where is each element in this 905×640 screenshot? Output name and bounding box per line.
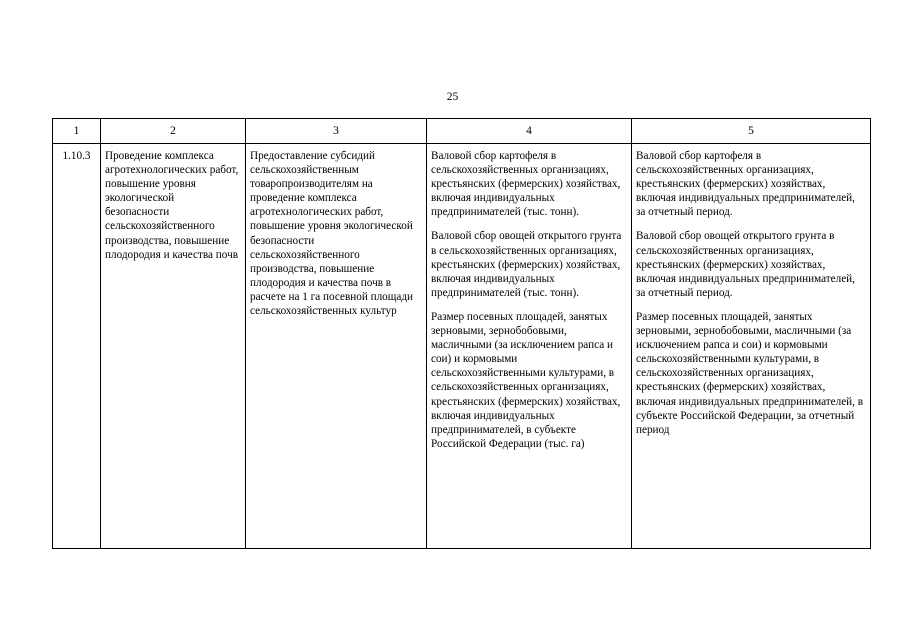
- description-sown-area: Размер посевных площадей, занятых зерновыми, зернобобовыми, масличными (за исключением рапса и сои) и кормовыми сельскохозяйственными культурами, в сельскохозяйственных организациях, крестьянских (фермерских) хозяйствах, включая индивидуальных предпринимателей, в субъекте Российской Федерации, за отчетный период: [636, 310, 864, 436]
- column-header-2: 2: [101, 119, 246, 144]
- column-header-3: 3: [246, 119, 427, 144]
- page-number: 25: [446, 91, 459, 103]
- description-vegetables: Валовой сбор овощей открытого грунта в сельскохозяйственных организациях, крестьянских (фермерских) хозяйствах, включая индивидуальных предпринимателей, за отчетный период.: [636, 230, 855, 299]
- subsidy-description-cell: Предоставление субсидий сельскохозяйственным товаропроизводителям на проведение комплекса агротехнологических работ, повышение уровня экологической безопасности сельскохозяйственного производства, повышение плодородия и качества почв в расчете на 1 га посевной площади сельскохозяйственных культур: [246, 144, 427, 549]
- indicator-potato: Валовой сбор картофеля в сельскохозяйственных организациях, крестьянских (фермерских) хозяйствах, включая индивидуальных предпринимателей (тыс. тонн).: [431, 150, 621, 219]
- indicator-vegetables: Валовой сбор овощей открытого грунта в сельскохозяйственных организациях, крестьянских (фермерских) хозяйствах, включая индивидуальных предпринимателей (тыс. тонн).: [431, 230, 622, 299]
- column-header-1: 1: [53, 119, 101, 144]
- indicator-table: [52, 118, 871, 549]
- indicator-sown-area: Размер посевных площадей, занятых зерновыми, зернобобовыми, масличными (за исключением рапса и сои) и кормовыми сельскохозяйственными культурами, в сельскохозяйственных организациях, крестьянских (фермерских) хозяйствах, включая индивидуальных предпринимателей, в субъекте Российской Федерации (тыс. га): [431, 310, 621, 450]
- table-row: [53, 144, 871, 549]
- row-number-cell: 1.10.3: [53, 144, 101, 549]
- indicators-cell: [427, 144, 632, 549]
- event-name-cell: Проведение комплекса агротехнологических работ, повышение уровня экологической безопасности сельскохозяйственного производства, повышение плодородия и качества почв: [101, 144, 246, 549]
- descriptions-cell: [632, 144, 871, 549]
- column-header-4: 4: [427, 119, 632, 144]
- description-potato: Валовой сбор картофеля в сельскохозяйственных организациях, крестьянских (фермерских) хозяйствах, включая индивидуальных предпринимателей, за отчетный период.: [636, 150, 855, 219]
- header-row: [53, 119, 871, 144]
- column-header-5: 5: [632, 119, 871, 144]
